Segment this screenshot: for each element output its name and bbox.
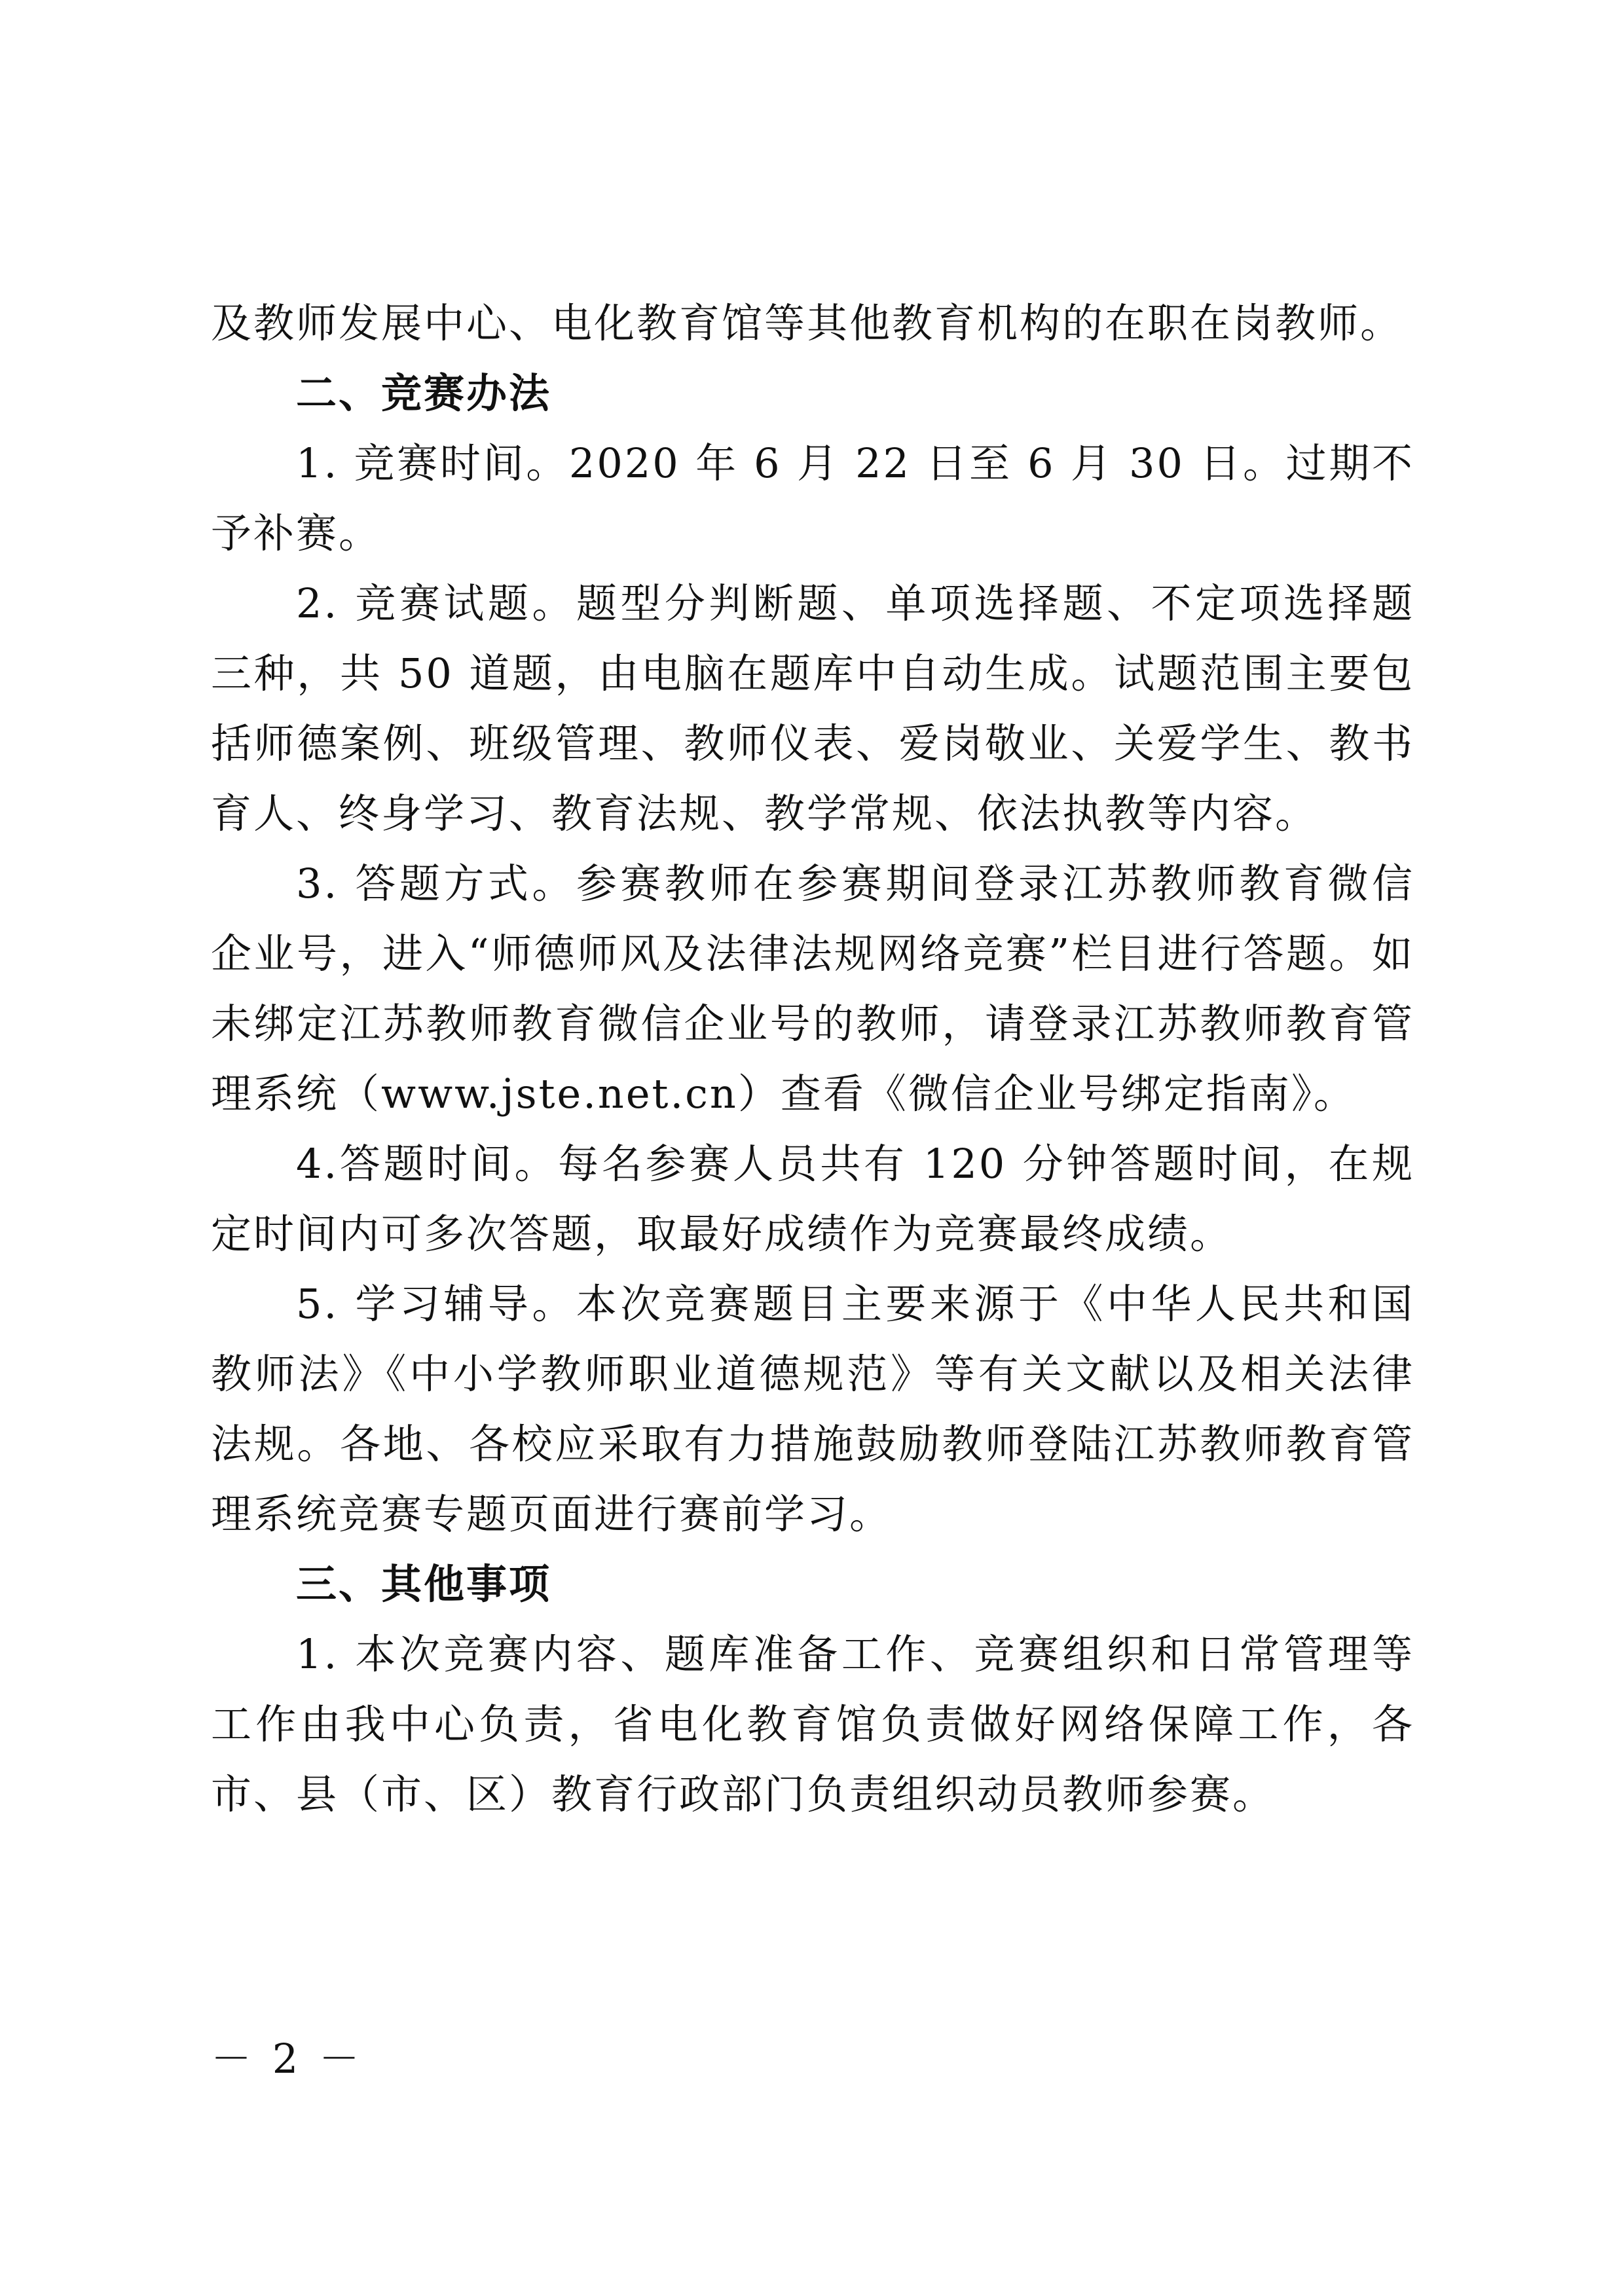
paragraph-answer-method: 3. 答题方式。参赛教师在参赛期间登录江苏教师教育微信企业号，进入“师德师风及法律法规网络竞赛”栏目进行答题。如未绑定江苏教师教育微信企业号的教师，请登录江苏教师教育管理系统（www.jste.net.cn）查看《微信企业号绑定指南》。 [211,860,1414,1118]
section-heading-competition-method: 二、竞赛办法 [296,369,552,417]
paragraph-answer-time: 4.答题时间。每名参赛人员共有 120 分钟答题时间，在规定时间内可多次答题，取最好成绩作为竞赛最终成绩。 [211,1140,1414,1258]
section-heading-other-matters: 三、其他事项 [296,1560,552,1608]
paragraph-study-guidance: 5. 学习辅导。本次竞赛题目主要来源于《中华人民共和国教师法》《中小学教师职业道德规范》等有关文献以及相关法律法规。各地、各校应采取有力措施鼓励教师登陆江苏教师教育管理系统竞赛专题页面进行赛前学习。 [211,1280,1414,1538]
paragraph-responsibilities: 1. 本次竞赛内容、题库准备工作、竞赛组织和日常管理等工作由我中心负责，省电化教育馆负责做好网络保障工作，各市、县（市、区）教育行政部门负责组织动员教师参赛。 [211,1630,1414,1818]
paragraph-continuation: 及教师发展中心、电化教育馆等其他教育机构的在职在岗教师。 [211,299,1403,347]
page-number: － 2 － [211,2035,363,2083]
paragraph-competition-time: 1. 竞赛时间。2020 年 6 月 22 日至 6 月 30 日。过期不予补赛。 [211,439,1414,557]
document-body [211,288,1414,1829]
paragraph-competition-questions: 2. 竞赛试题。题型分判断题、单项选择题、不定项选择题三种，共 50 道题，由电脑在题库中自动生成。试题范围主要包括师德案例、班级管理、教师仪表、爱岗敬业、关爱学生、教书育人、终身学习、教育法规、教学常规、依法执教等内容。 [211,579,1414,837]
